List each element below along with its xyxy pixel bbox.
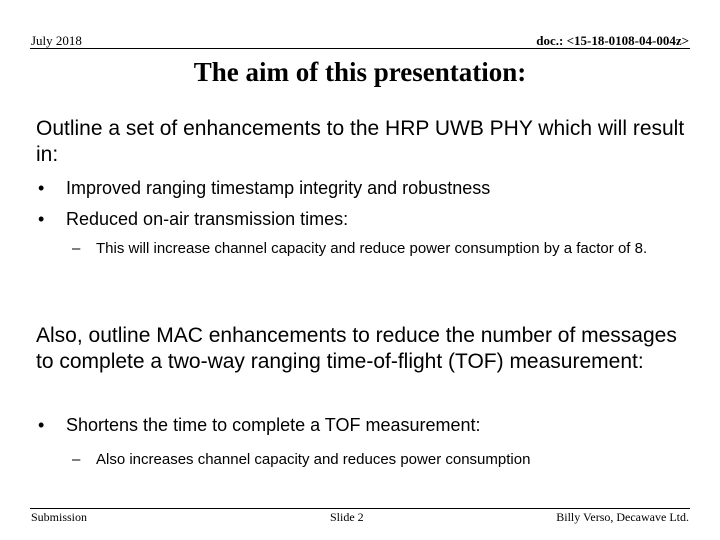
header-divider	[30, 48, 690, 49]
dash-marker: –	[72, 240, 81, 257]
bullet-item-tof	[36, 414, 686, 436]
footer-divider	[30, 508, 690, 509]
sub-bullet-capacity	[72, 239, 682, 259]
bullet-text: Reduced on-air transmission times:	[66, 209, 349, 229]
sub-bullet-text: This will increase channel capacity and reduce power consumption by a factor of 8.	[96, 240, 648, 257]
header-doc-id: doc.: <15-18-0108-04-004z>	[536, 33, 689, 48]
paragraph-phy-outline: Outline a set of enhancements to the HRP UWB PHY which will result in:	[36, 117, 685, 166]
bullet-marker: •	[38, 415, 45, 435]
footer-submission: Submission	[31, 510, 88, 524]
slide-title: The aim of this presentation:	[193, 57, 527, 87]
bullet-text: Shortens the time to complete a TOF measurement:	[66, 415, 481, 435]
dash-marker: –	[72, 451, 81, 468]
sub-bullet-text: Also increases channel capacity and reduces power consumption	[96, 451, 531, 468]
paragraph-mac-outline: Also, outline MAC enhancements to reduce the number of messages to complete a two-way ranging time-of-flight (TOF) measurement:	[36, 324, 677, 373]
header-date: July 2018	[31, 33, 82, 48]
bullet-text: Improved ranging timestamp integrity and robustness	[66, 178, 491, 198]
bullet-item-ranging	[36, 177, 686, 199]
bullet-marker: •	[38, 209, 45, 229]
footer-slide-number: Slide 2	[330, 510, 364, 524]
footer-author: Billy Verso, Decawave Ltd.	[556, 510, 689, 524]
bullet-item-transmission	[36, 208, 686, 230]
sub-bullet-power	[72, 450, 682, 470]
bullet-marker: •	[38, 178, 45, 198]
